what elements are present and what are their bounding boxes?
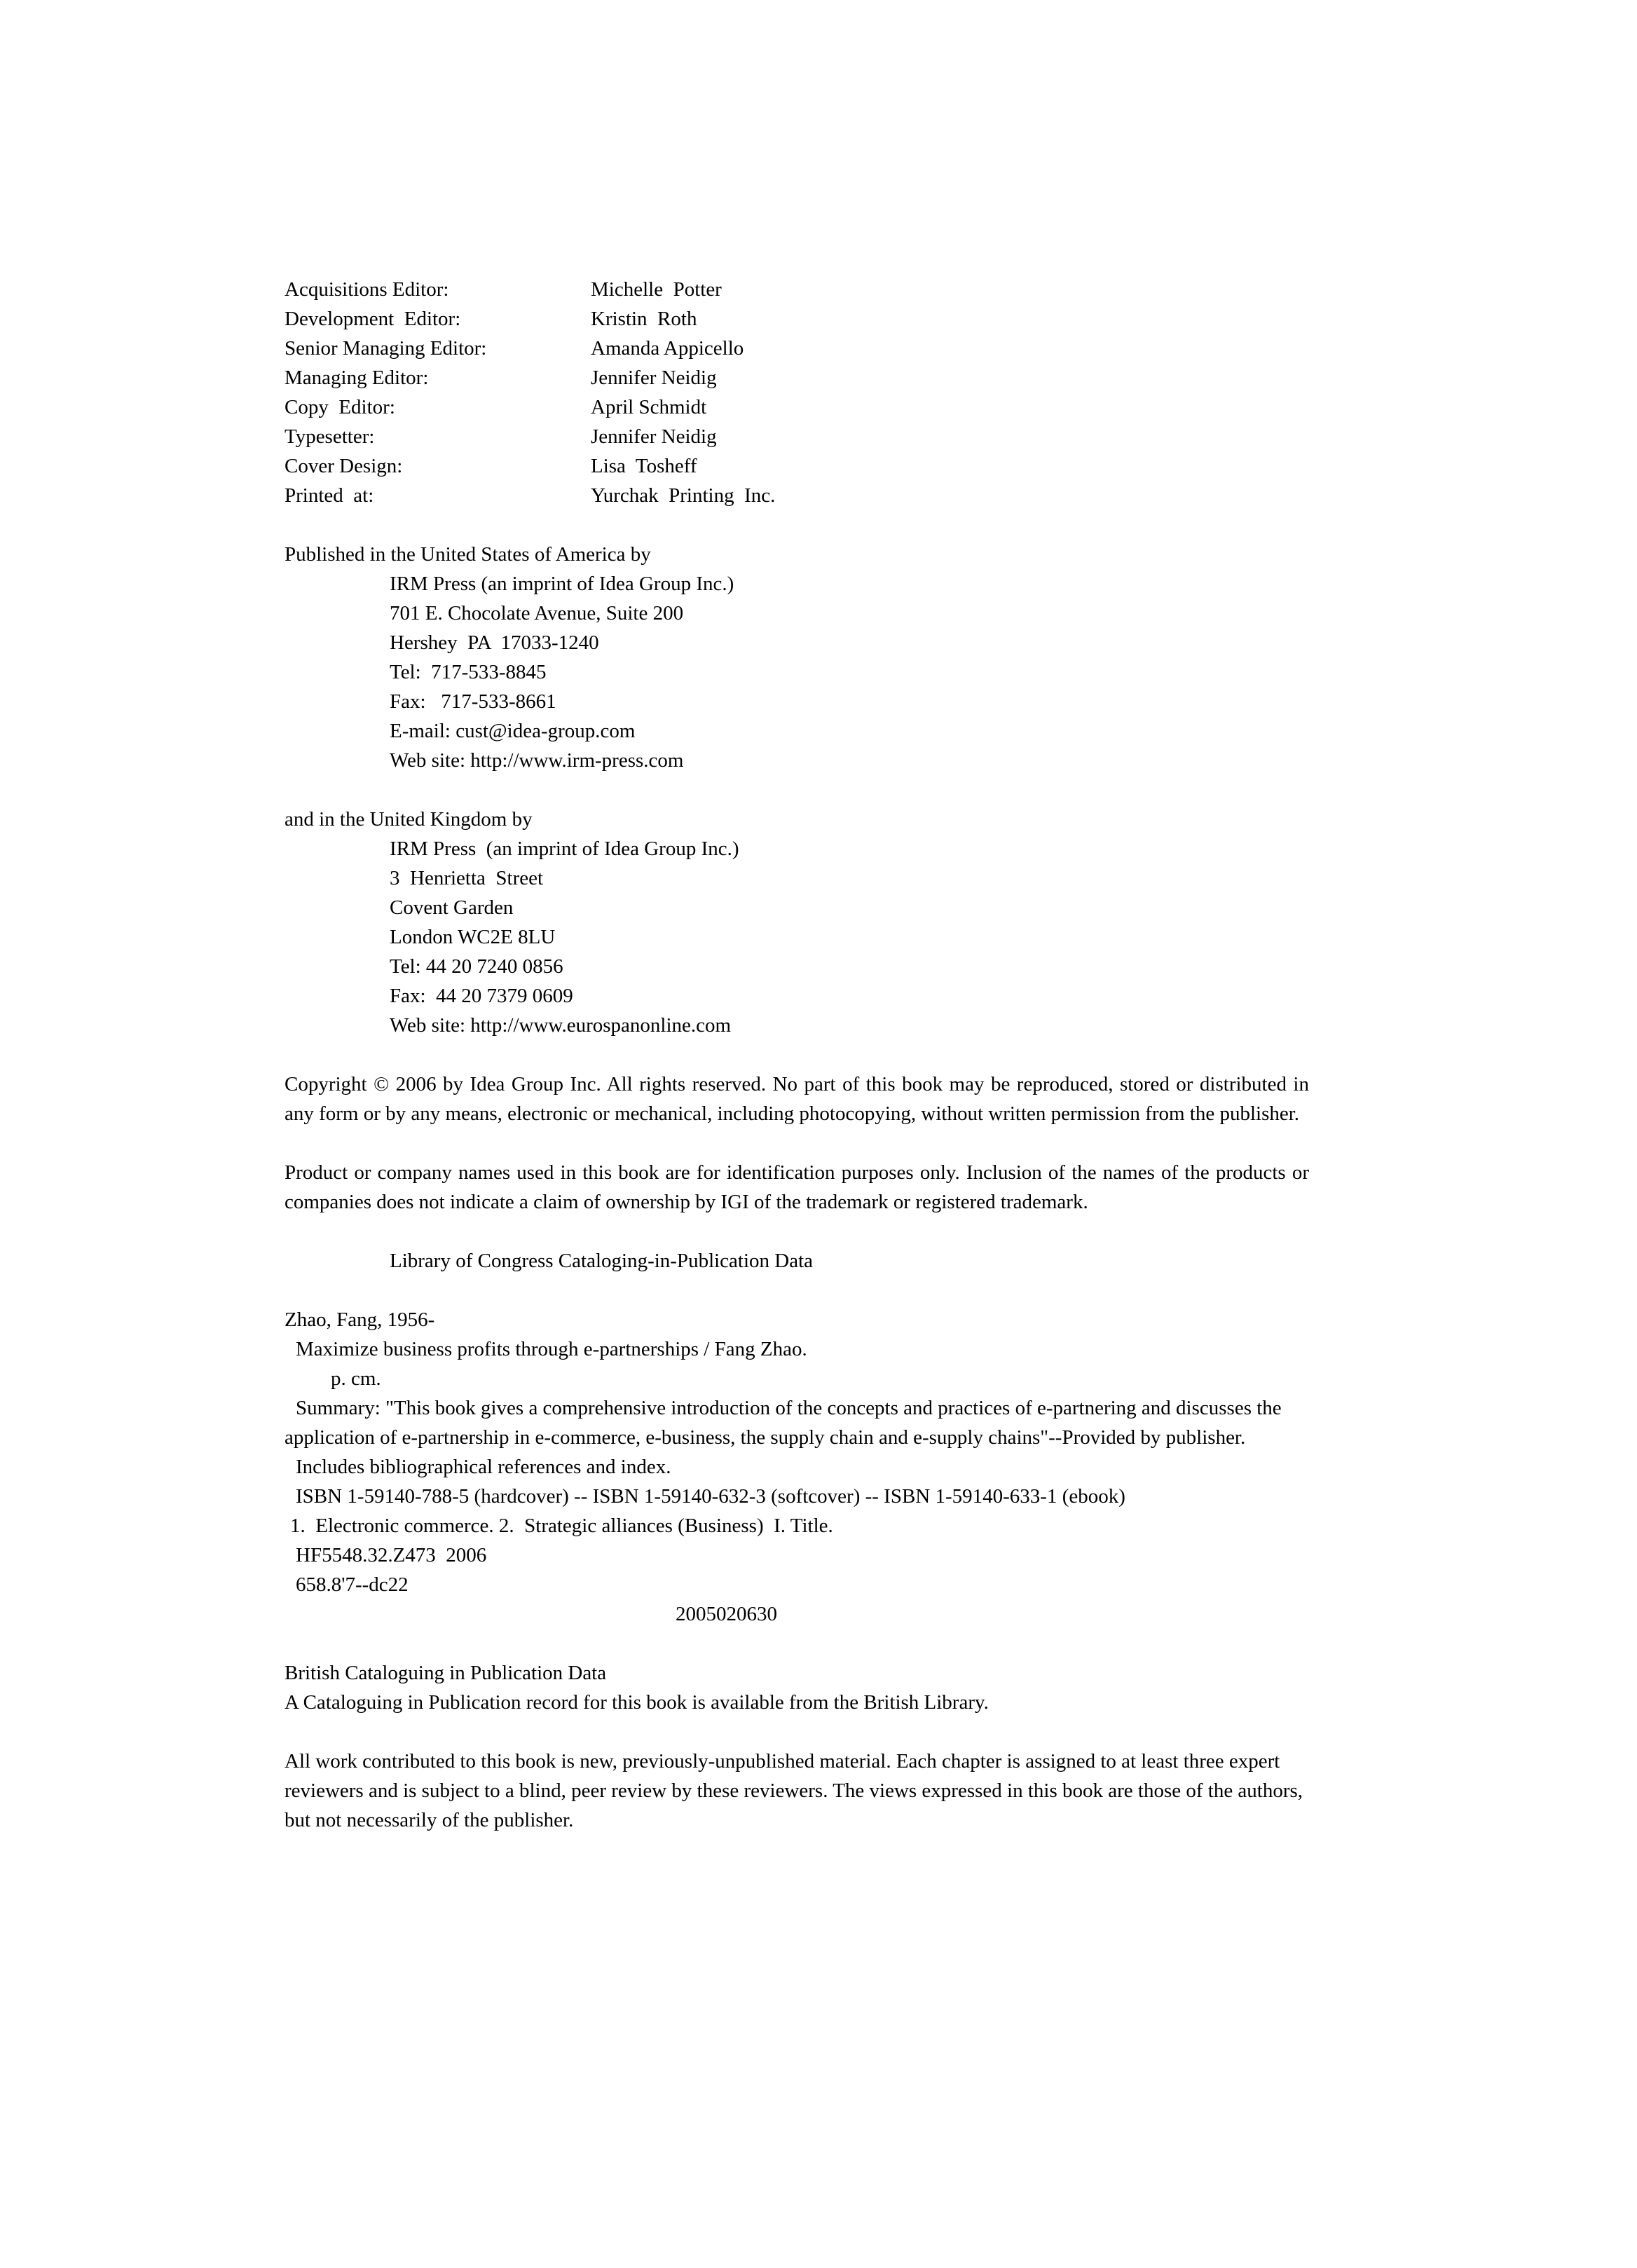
cip-pcm-line: p. cm. [331,1367,381,1390]
credit-row [285,392,1309,422]
uk-publisher-imprint: IRM Press (an imprint of Idea Group Inc.) [390,838,739,860]
loc-cip-heading: Library of Congress Cataloging-in-Publication Data [390,1250,814,1272]
credit-row [285,451,1309,481]
us-publisher-city: Hershey PA 17033-1240 [390,631,599,654]
credit-row [285,334,1309,363]
cip-isbn-line: ISBN 1-59140-788-5 (hardcover) -- ISBN 1-59140-632-3 (softcover) -- ISBN 1-59140-633-1 (ebook) [296,1485,1125,1508]
us-publisher-street: 701 E. Chocolate Avenue, Suite 200 [390,602,684,624]
british-cataloguing-heading: British Cataloguing in Publication Data [285,1662,607,1684]
credit-label: Copy Editor: [285,396,395,418]
credit-row [285,422,1309,451]
uk-publisher-intro: and in the United Kingdom by [285,808,533,831]
us-publisher-tel: Tel: 717-533-8845 [390,661,547,683]
uk-publisher-block [285,805,1309,1040]
credit-label: Printed at: [285,484,374,507]
cip-data-block [285,1305,1309,1629]
cip-summary: Summary: "This book gives a comprehensive introduction of the concepts and practices of e-partnering and discusses the application of e-partnership in e-commerce, e-business, the supply chain and e-supply chains"--Provided by publisher. [285,1397,1282,1449]
credit-label: Typesetter: [285,425,375,448]
uk-publisher-fax: Fax: 44 20 7379 0609 [390,985,573,1007]
credits-list [285,275,1309,510]
credit-value: Jennifer Neidig [591,425,717,448]
us-publisher-intro: Published in the United States of America by [285,543,651,566]
us-publisher-fax: Fax: 717-533-8661 [390,690,556,713]
british-cataloguing-text: A Cataloguing in Publication record for this book is available from the British Library. [285,1691,989,1714]
uk-publisher-street: 3 Henrietta Street [390,867,544,889]
credit-value: Jennifer Neidig [591,367,717,389]
credit-label: Acquisitions Editor: [285,278,449,301]
us-publisher-website: Web site: http://www.irm-press.com [390,749,684,772]
credit-row [285,304,1309,334]
uk-publisher-district: Covent Garden [390,896,514,919]
uk-publisher-website: Web site: http://www.eurospanonline.com [390,1014,732,1037]
credit-value: April Schmidt [591,396,707,418]
cip-lccn: 2005020630 [676,1603,777,1625]
credit-label: Managing Editor: [285,367,429,389]
cip-title-line: Maximize business profits through e-partnerships / Fang Zhao. [296,1338,807,1360]
credit-value: Kristin Roth [591,308,697,330]
us-publisher-imprint: IRM Press (an imprint of Idea Group Inc.) [390,573,734,595]
credit-value: Yurchak Printing Inc. [591,484,776,507]
copyright-notice: Copyright © 2006 by Idea Group Inc. All rights reserved. No part of this book may be reproduced, stored or distributed in any form or by any means, electronic or mechanical, including photocopying, without written permission from the publisher. [285,1073,1309,1125]
credit-row [285,275,1309,304]
credit-row [285,363,1309,392]
cip-dewey-line: 658.8'7--dc22 [296,1573,409,1596]
cip-call-number-line: HF5548.32.Z473 2006 [296,1544,487,1566]
credit-label: Senior Managing Editor: [285,337,487,360]
page-content [285,275,1309,1835]
uk-publisher-tel: Tel: 44 20 7240 0856 [390,955,563,978]
cip-includes-line: Includes bibliographical references and index. [296,1456,671,1478]
credit-row [285,481,1309,510]
credit-value: Michelle Potter [591,278,722,301]
british-cataloguing-block [285,1658,1309,1717]
cip-author-line: Zhao, Fang, 1956- [285,1309,435,1331]
trademark-notice: Product or company names used in this book are for identification purposes only. Inclusion of the names of the products or companies does not indicate a claim of ownership by IGI of the trademark or registered trademark. [285,1161,1309,1213]
credit-value: Lisa Tosheff [591,455,697,477]
us-publisher-email: E-mail: cust@idea-group.com [390,720,636,742]
us-publisher-block [285,540,1309,775]
credit-value: Amanda Appicello [591,337,744,360]
credit-label: Development Editor: [285,308,461,330]
credit-label: Cover Design: [285,455,403,477]
uk-publisher-city: London WC2E 8LU [390,926,556,948]
review-disclaimer: All work contributed to this book is new, previously-unpublished material. Each chapter is assigned to at least three expert reviewers and is subject to a blind, peer review by these reviewers. The views expressed in this book are those of the authors, but not necessarily of the publisher. [285,1750,1303,1831]
cip-subjects-line: 1. Electronic commerce. 2. Strategic alliances (Business) I. Title. [290,1515,833,1537]
